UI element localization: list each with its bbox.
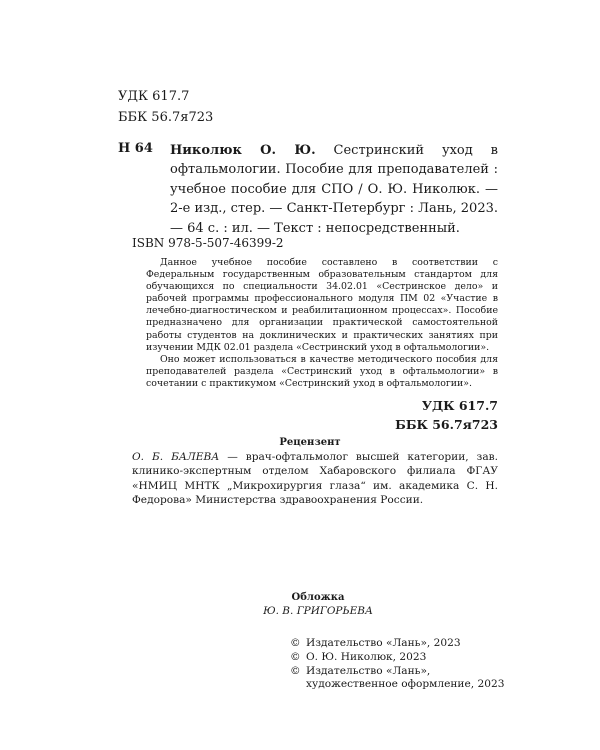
copyright-symbol: © <box>290 637 301 649</box>
reviewer-name: О. Б. БАЛЕВА <box>132 451 220 463</box>
copyright-line-2: © О. Ю. Николюк, 2023 <box>290 650 427 663</box>
copyright-line-4: художественное оформление, 2023 <box>306 678 505 691</box>
bibliographic-entry <box>170 141 498 238</box>
copyright-line-3: © Издательство «Лань», <box>290 664 431 677</box>
annotation-paragraph-2: Оно может использоваться в качестве методического пособия для преподавателей раздела «Сестринский уход в офтальмологии» в сочетании с практикумом «Сестринский уход в офтальмологии». <box>146 353 498 389</box>
udk-code-bold: УДК 617.7 <box>421 398 498 413</box>
header-classification <box>118 86 213 128</box>
cover-heading: Обложка <box>291 592 345 603</box>
reviewer-info <box>132 450 498 508</box>
reviewer-heading: Рецензент <box>279 437 341 448</box>
isbn: ISBN 978-5-507-46399-2 <box>132 236 284 250</box>
bbk-code: ББК 56.7я723 <box>118 110 214 125</box>
reviewer-text: — врач-офтальмолог высшей категории, зав. клинико-экспертным отделом Хабаровского филиала ФГАУ «НМИЦ МНТК „Микрохирургия глаза“ им. академика С. Н. Федорова» Министерства здравоохранения России. <box>132 451 498 507</box>
entry-text: Сестринский уход в офтальмологии. Пособие для преподавателей : учебное пособие для СПО / О. Ю. Николюк. — 2-е изд., стер. — Санкт-Петербург : Лань, 2023. — 64 с. : ил. — Текст : непосредственный. <box>170 143 498 236</box>
copyright-block <box>290 637 510 692</box>
copyright-symbol: © <box>290 664 301 677</box>
annotation-paragraph-1: Данное учебное пособие составлено в соответствии с Федеральным государственным образовательным стандартом для обучающихся по специальности 34.02.01 «Сестринское дело» и рабочей программы профессионального модуля ПМ 02 «Участие в лечебно-диагностическом и реабилитационном процессах». Пособие предназначено для организации практической самостоятельной работы студентов на доклинических и практических занятиях при изучении МДК 02.01 раздела «Сестринский уход в офтальмологии». <box>146 257 498 353</box>
annotation <box>146 257 498 390</box>
author-sign: Н 64 <box>118 141 153 156</box>
classification-codes <box>395 396 498 434</box>
copyright-symbol: © <box>290 650 301 663</box>
bbk-code-bold: ББК 56.7я723 <box>395 417 498 432</box>
cover-designer: Ю. В. ГРИГОРЬЕВА <box>263 605 373 617</box>
copyright-line-1: © Издательство «Лань», 2023 <box>290 637 461 649</box>
udk-code: УДК 617.7 <box>118 89 190 104</box>
entry-author: Николюк О. Ю. <box>170 143 316 158</box>
